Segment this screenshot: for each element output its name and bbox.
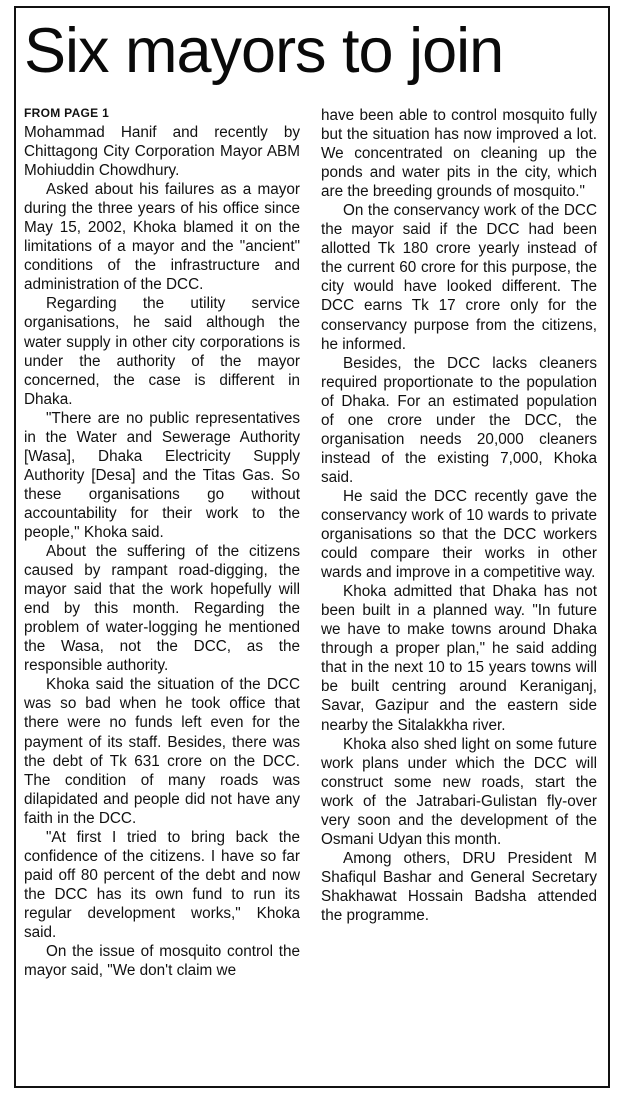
paragraph: Asked about his failures as a mayor during the three years of his office since May 15, 2002, Khoka blamed it on the limitations of a mayor and the "ancient" conditions of the infrastructure and administration of the DCC. bbox=[24, 181, 300, 294]
article-column-left bbox=[24, 104, 300, 980]
paragraph: On the conservancy work of the DCC the mayor said if the DCC had been allotted Tk 180 crore yearly instead of the current 60 crore for this purpose, the city would have looked different. The DCC earns Tk 17 crore only for the conservancy purpose from the citizens, he informed. bbox=[321, 202, 597, 353]
clipping-border-bottom bbox=[14, 1086, 610, 1088]
paragraph: He said the DCC recently gave the conservancy work of 10 wards to private organisations so that the DCC workers could compare their works in other wards and improve in a competitive way. bbox=[321, 487, 597, 582]
paragraph: Khoka admitted that Dhaka has not been built in a planned way. "In future we have to make towns around Dhaka through a proper plan," he said adding that in the next 10 to 15 years towns will be built centring around Keraniganj, Savar, Gazipur and the eastern side nearby the Sitalakkha river. bbox=[321, 583, 597, 734]
headline: Six mayors to join bbox=[24, 16, 504, 86]
paragraph: On the issue of mosquito control the mayor said, "We don't claim we bbox=[24, 943, 300, 980]
dateline: FROM PAGE 1 bbox=[24, 106, 110, 120]
paragraph: Besides, the DCC lacks cleaners required proportionate to the population of Dhaka. For an estimated population of one crore under the DCC, the organisation needs 20,000 cleaners instead of the existing 7,000, Khoka said. bbox=[321, 354, 597, 486]
article-column-right bbox=[321, 106, 597, 925]
paragraph: Regarding the utility service organisations, he said although the water supply in other city corporations is under the authority of the mayor concerned, the case is different in Dhaka. bbox=[24, 295, 300, 408]
paragraph: About the suffering of the citizens caused by rampant road-digging, the mayor said that the work hopefully will end by this month. Regarding the problem of water-logging he mentioned the Wasa, not the DCC, as the responsible authority. bbox=[24, 543, 300, 675]
paragraph: "At first I tried to bring back the confidence of the citizens. I have so far paid off 80 percent of the debt and now the DCC has its own fund to run its regular development works," Khoka said. bbox=[24, 828, 300, 941]
paragraph: Among others, DRU President M Shafiqul Bashar and General Secretary Shakhawat Hossain Badsha attended the programme. bbox=[321, 849, 597, 924]
paragraph: Khoka said the situation of the DCC was so bad when he took office that there were no funds left even for the payment of its staff. Besides, there was the debt of Tk 631 crore on the DCC. The condition of many roads was dilapidated and people did not have any faith in the DCC. bbox=[24, 676, 300, 827]
clipping-border-right bbox=[608, 6, 610, 1088]
paragraph: "There are no public representatives in the Water and Sewerage Authority [Wasa], Dhaka Electricity Supply Authority [Desa] and the Titas Gas. So these organisations go without accountability for their work to the people," Khoka said. bbox=[24, 409, 300, 541]
paragraph: Mohammad Hanif and recently by Chittagong City Corporation Mayor ABM Mohiuddin Chowdhury. bbox=[24, 124, 300, 180]
clipping-border-left bbox=[14, 6, 16, 1088]
paragraph: Khoka also shed light on some future work plans under which the DCC will construct some new roads, start the work of the Jatrabari-Gulistan fly-over very soon and the development of the Osmani Udyan this month. bbox=[321, 735, 597, 848]
paragraph: have been able to control mosquito fully but the situation has now improved a lot. We concentrated on cleaning up the ponds and water pits in the city, which are the breeding grounds of mosquito." bbox=[321, 107, 597, 201]
